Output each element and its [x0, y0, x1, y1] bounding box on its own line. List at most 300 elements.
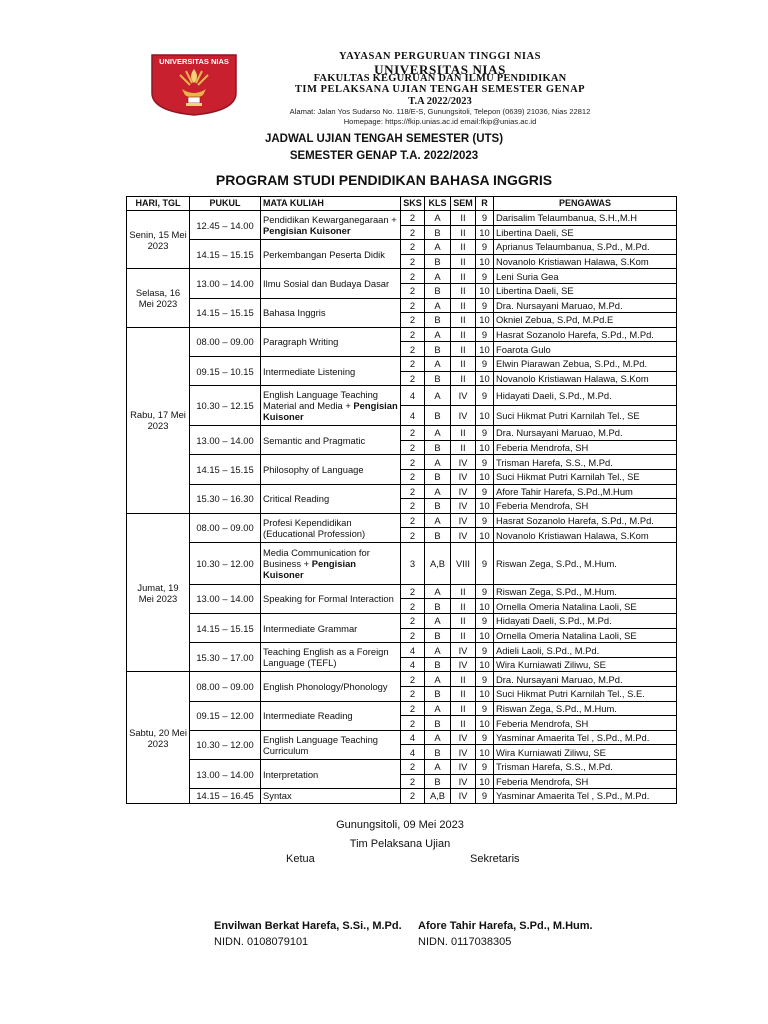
- room-cell: 10: [476, 342, 494, 357]
- class-cell: B: [425, 406, 451, 426]
- committee-name: TIM PELAKSANA UJIAN TENGAH SEMESTER GENAP: [294, 84, 586, 95]
- course-cell: [261, 614, 401, 643]
- secretary-nidn: NIDN. 0117038305: [418, 936, 512, 948]
- time-cell: 09.15 – 12.00: [190, 701, 261, 730]
- time-cell: 13.00 – 14.00: [190, 760, 261, 789]
- semester-cell: IV: [451, 657, 476, 672]
- day-cell: Selasa, 16 Mei 2023: [127, 269, 190, 327]
- credits-cell: 4: [401, 730, 425, 745]
- table-row: [127, 240, 677, 255]
- time-cell: 08.00 – 09.00: [190, 327, 261, 356]
- room-cell: 9: [476, 542, 494, 584]
- room-cell: 9: [476, 298, 494, 313]
- credits-cell: 2: [401, 426, 425, 441]
- class-cell: B: [425, 371, 451, 386]
- course-cell: [261, 386, 401, 426]
- semester-cell: II: [451, 584, 476, 599]
- class-cell: B: [425, 687, 451, 702]
- table-row: [127, 269, 677, 284]
- course-name: Ilmu Sosial dan Budaya Dasar: [263, 277, 390, 289]
- time-cell: 10.30 – 12.00: [190, 730, 261, 759]
- proctor-cell: Novanolo Kristiawan Halawa, S.Kom: [494, 371, 677, 386]
- time-cell: 15.30 – 16.30: [190, 484, 261, 513]
- class-cell: A: [425, 269, 451, 284]
- room-cell: 9: [476, 426, 494, 441]
- semester-cell: IV: [451, 455, 476, 470]
- class-cell: B: [425, 528, 451, 543]
- course-cell: [261, 455, 401, 484]
- proctor-cell: Feberia Mendrofa, SH: [494, 440, 677, 455]
- course-name: Speaking for Formal Interaction: [263, 593, 394, 605]
- credits-cell: 2: [401, 499, 425, 514]
- course-cell: [261, 760, 401, 789]
- room-cell: 10: [476, 628, 494, 643]
- table-row: [127, 730, 677, 745]
- credits-cell: 2: [401, 327, 425, 342]
- credits-cell: 2: [401, 269, 425, 284]
- semester-cell: II: [451, 225, 476, 240]
- proctor-cell: Okniel Zebua, S.Pd, M.Pd.E: [494, 313, 677, 328]
- semester-cell: IV: [451, 789, 476, 804]
- course-cell: [261, 584, 401, 613]
- secretary-name: Afore Tahir Harefa, S.Pd., M.Hum.: [418, 920, 593, 932]
- course-name: Perkembangan Peserta Didik: [263, 248, 385, 260]
- table-row: [127, 643, 677, 658]
- semester-cell: II: [451, 426, 476, 441]
- chair-name: Envilwan Berkat Harefa, S.Si., M.Pd.: [214, 920, 402, 932]
- table-header-row: [127, 197, 677, 211]
- class-cell: A: [425, 211, 451, 226]
- room-cell: 10: [476, 440, 494, 455]
- class-cell: B: [425, 745, 451, 760]
- course-cell: [261, 269, 401, 298]
- table-row: [127, 298, 677, 313]
- course-cell: [261, 298, 401, 327]
- semester-cell: II: [451, 672, 476, 687]
- homepage-line: Homepage: https://fkip.unias.ac.id email:fkip@unias.ac.id: [343, 117, 537, 126]
- class-cell: B: [425, 657, 451, 672]
- credits-cell: 2: [401, 211, 425, 226]
- proctor-cell: Novanolo Kristiawan Halawa, S.Kom: [494, 254, 677, 269]
- class-cell: B: [425, 283, 451, 298]
- credits-cell: 4: [401, 386, 425, 406]
- proctor-cell: Hidayati Daeli, S.Pd., M.Pd.: [494, 386, 677, 406]
- semester-cell: IV: [451, 528, 476, 543]
- chair-label: Ketua: [286, 853, 315, 865]
- proctor-cell: Feberia Mendrofa, SH: [494, 774, 677, 789]
- course-name: Syntax: [263, 790, 292, 802]
- header-room: R: [476, 197, 494, 211]
- semester-cell: II: [451, 716, 476, 731]
- schedule-title: JADWAL UJIAN TENGAH SEMESTER (UTS): [264, 133, 504, 145]
- room-cell: 10: [476, 528, 494, 543]
- semester-cell: II: [451, 327, 476, 342]
- semester-title: SEMESTER GENAP T.A. 2022/2023: [289, 150, 479, 162]
- proctor-cell: Riswan Zega, S.Pd., M.Hum.: [494, 584, 677, 599]
- semester-cell: II: [451, 440, 476, 455]
- course-name: Teaching English as a Foreign Language (TEFL): [263, 646, 389, 669]
- semester-cell: IV: [451, 745, 476, 760]
- course-name: Bahasa Inggris: [263, 307, 326, 319]
- room-cell: 10: [476, 657, 494, 672]
- course-cell: [261, 211, 401, 240]
- course-name: Intermediate Listening: [263, 365, 356, 377]
- header-time: PUKUL: [190, 197, 261, 211]
- course-cell: [261, 730, 401, 759]
- course-name: Paragraph Writing: [263, 336, 339, 348]
- credits-cell: 2: [401, 240, 425, 255]
- credits-cell: 3: [401, 542, 425, 584]
- questionnaire-note: Pengisian Kuisoner: [263, 400, 398, 423]
- table-row: [127, 584, 677, 599]
- proctor-cell: Yasminar Amaerita Tel , S.Pd., M.Pd.: [494, 730, 677, 745]
- proctor-cell: Leni Suria Gea: [494, 269, 677, 284]
- course-cell: [261, 672, 401, 701]
- table-row: [127, 386, 677, 406]
- semester-cell: II: [451, 356, 476, 371]
- class-cell: B: [425, 469, 451, 484]
- proctor-cell: Hidayati Daeli, S.Pd., M.Pd.: [494, 614, 677, 629]
- proctor-cell: Darisalim Telaumbanua, S.H.,M.H: [494, 211, 677, 226]
- credits-cell: 2: [401, 283, 425, 298]
- room-cell: 9: [476, 672, 494, 687]
- course-name: Intermediate Grammar: [263, 622, 358, 634]
- course-cell: [261, 513, 401, 542]
- table-row: [127, 701, 677, 716]
- course-cell: [261, 542, 401, 584]
- proctor-cell: Foarota Gulo: [494, 342, 677, 357]
- course-name: Critical Reading: [263, 493, 330, 505]
- class-cell: B: [425, 716, 451, 731]
- course-cell: [261, 643, 401, 672]
- proctor-cell: Novanolo Kristiawan Halawa, S.Kom: [494, 528, 677, 543]
- room-cell: 10: [476, 313, 494, 328]
- class-cell: A: [425, 327, 451, 342]
- credits-cell: 2: [401, 298, 425, 313]
- semester-cell: II: [451, 342, 476, 357]
- credits-cell: 2: [401, 254, 425, 269]
- time-cell: 14.15 – 15.15: [190, 614, 261, 643]
- secretary-label: Sekretaris: [470, 853, 520, 865]
- header-class: KLS: [425, 197, 451, 211]
- faculty-name: FAKULTAS KEGURUAN DAN ILMU PENDIDIKAN: [313, 73, 567, 84]
- class-cell: B: [425, 628, 451, 643]
- class-cell: A: [425, 643, 451, 658]
- semester-cell: IV: [451, 484, 476, 499]
- class-cell: B: [425, 342, 451, 357]
- course-name: Philosophy of Language: [263, 463, 364, 475]
- semester-cell: II: [451, 240, 476, 255]
- semester-cell: IV: [451, 760, 476, 775]
- semester-cell: VIII: [451, 542, 476, 584]
- proctor-cell: Hasrat Sozanolo Harefa, S.Pd., M.Pd.: [494, 513, 677, 528]
- proctor-cell: Dra. Nursayani Maruao, M.Pd.: [494, 672, 677, 687]
- credits-cell: 2: [401, 371, 425, 386]
- class-cell: B: [425, 774, 451, 789]
- class-cell: A: [425, 298, 451, 313]
- semester-cell: II: [451, 211, 476, 226]
- class-cell: B: [425, 225, 451, 240]
- room-cell: 10: [476, 406, 494, 426]
- class-cell: A: [425, 672, 451, 687]
- class-cell: B: [425, 599, 451, 614]
- academic-year: T.A 2022/2023: [408, 96, 472, 107]
- class-cell: A: [425, 455, 451, 470]
- course-name: Media Communication for Business +: [263, 546, 370, 569]
- day-cell: Rabu, 17 Mei 2023: [127, 327, 190, 513]
- proctor-cell: Trisman Harefa, S.S., M.Pd.: [494, 455, 677, 470]
- semester-cell: IV: [451, 406, 476, 426]
- place-date: Gunungsitoli, 09 Mei 2023: [336, 819, 464, 831]
- room-cell: 9: [476, 240, 494, 255]
- credits-cell: 2: [401, 513, 425, 528]
- course-name: English Phonology/Phonology: [263, 681, 388, 693]
- proctor-cell: Dra. Nursayani Maruao, M.Pd.: [494, 298, 677, 313]
- semester-cell: II: [451, 298, 476, 313]
- table-row: [127, 760, 677, 775]
- class-cell: A: [425, 760, 451, 775]
- semester-cell: II: [451, 599, 476, 614]
- class-cell: B: [425, 499, 451, 514]
- course-cell: [261, 356, 401, 385]
- course-cell: [261, 484, 401, 513]
- credits-cell: 4: [401, 643, 425, 658]
- proctor-cell: Adieli Laoli, S.Pd., M.Pd.: [494, 643, 677, 658]
- class-cell: A: [425, 513, 451, 528]
- class-cell: A: [425, 730, 451, 745]
- class-cell: A,B: [425, 789, 451, 804]
- table-row: [127, 327, 677, 342]
- course-cell: [261, 327, 401, 356]
- header-day: HARI, TGL: [127, 197, 190, 211]
- semester-cell: II: [451, 254, 476, 269]
- time-cell: 13.00 – 14.00: [190, 584, 261, 613]
- questionnaire-note: Pengisian Kuisoner: [263, 557, 357, 580]
- course-name: Pendidikan Kewarganegaraan +: [263, 214, 397, 226]
- semester-cell: II: [451, 687, 476, 702]
- room-cell: 10: [476, 774, 494, 789]
- class-cell: A: [425, 584, 451, 599]
- day-cell: Jumat, 19 Mei 2023: [127, 513, 190, 672]
- proctor-cell: Hasrat Sozanolo Harefa, S.Pd., M.Pd.: [494, 327, 677, 342]
- proctor-cell: Feberia Mendrofa, SH: [494, 716, 677, 731]
- time-cell: 13.00 – 14.00: [190, 426, 261, 455]
- proctor-cell: Dra. Nursayani Maruao, M.Pd.: [494, 426, 677, 441]
- credits-cell: 2: [401, 760, 425, 775]
- credits-cell: 4: [401, 745, 425, 760]
- time-cell: 14.15 – 16.45: [190, 789, 261, 804]
- semester-cell: II: [451, 371, 476, 386]
- time-cell: 14.15 – 15.15: [190, 455, 261, 484]
- semester-cell: IV: [451, 469, 476, 484]
- semester-cell: II: [451, 614, 476, 629]
- proctor-cell: Libertina Daeli, SE: [494, 225, 677, 240]
- room-cell: 10: [476, 254, 494, 269]
- credits-cell: 2: [401, 469, 425, 484]
- credits-cell: 2: [401, 614, 425, 629]
- class-cell: B: [425, 254, 451, 269]
- time-cell: 12.45 – 14.00: [190, 211, 261, 240]
- table-row: [127, 211, 677, 226]
- room-cell: 9: [476, 386, 494, 406]
- semester-cell: II: [451, 283, 476, 298]
- university-logo: [150, 53, 238, 117]
- course-name: Intermediate Reading: [263, 710, 353, 722]
- room-cell: 9: [476, 614, 494, 629]
- credits-cell: 2: [401, 356, 425, 371]
- room-cell: 9: [476, 789, 494, 804]
- time-cell: 14.15 – 15.15: [190, 240, 261, 269]
- proctor-cell: Libertina Daeli, SE: [494, 283, 677, 298]
- room-cell: 9: [476, 484, 494, 499]
- foundation-name: YAYASAN PERGURUAN TINGGI NIAS: [339, 51, 541, 62]
- header-proctor: PENGAWAS: [494, 197, 677, 211]
- room-cell: 10: [476, 469, 494, 484]
- course-cell: [261, 789, 401, 804]
- committee-label: Tim Pelaksana Ujian: [349, 838, 451, 850]
- semester-cell: IV: [451, 386, 476, 406]
- room-cell: 9: [476, 584, 494, 599]
- questionnaire-note: Pengisian Kuisoner: [263, 225, 351, 237]
- room-cell: 10: [476, 745, 494, 760]
- header-credits: SKS: [401, 197, 425, 211]
- room-cell: 10: [476, 687, 494, 702]
- time-cell: 09.15 – 10.15: [190, 356, 261, 385]
- course-cell: [261, 701, 401, 730]
- room-cell: 9: [476, 643, 494, 658]
- credits-cell: 4: [401, 657, 425, 672]
- day-cell: Senin, 15 Mei 2023: [127, 211, 190, 269]
- time-cell: 10.30 – 12.00: [190, 542, 261, 584]
- credits-cell: 2: [401, 599, 425, 614]
- room-cell: 9: [476, 455, 494, 470]
- room-cell: 9: [476, 327, 494, 342]
- credits-cell: 2: [401, 455, 425, 470]
- credits-cell: 2: [401, 628, 425, 643]
- time-cell: 13.00 – 14.00: [190, 269, 261, 298]
- room-cell: 9: [476, 760, 494, 775]
- credits-cell: 2: [401, 440, 425, 455]
- semester-cell: IV: [451, 513, 476, 528]
- exam-schedule-table: [126, 196, 677, 804]
- semester-cell: II: [451, 313, 476, 328]
- table-row: [127, 789, 677, 804]
- room-cell: 9: [476, 356, 494, 371]
- header-course: MATA KULIAH: [261, 197, 401, 211]
- room-cell: 10: [476, 716, 494, 731]
- time-cell: 10.30 – 12.15: [190, 386, 261, 426]
- time-cell: 08.00 – 09.00: [190, 672, 261, 701]
- credits-cell: 4: [401, 406, 425, 426]
- day-cell: Sabtu, 20 Mei 2023: [127, 672, 190, 803]
- class-cell: A: [425, 356, 451, 371]
- room-cell: 9: [476, 269, 494, 284]
- proctor-cell: Trisman Harefa, S.S., M.Pd.: [494, 760, 677, 775]
- class-cell: A: [425, 614, 451, 629]
- class-cell: A: [425, 240, 451, 255]
- credits-cell: 2: [401, 774, 425, 789]
- room-cell: 10: [476, 283, 494, 298]
- proctor-cell: Yasminar Amaerita Tel , S.Pd., M.Pd.: [494, 789, 677, 804]
- header-semester: SEM: [451, 197, 476, 211]
- table-row: [127, 356, 677, 371]
- semester-cell: IV: [451, 774, 476, 789]
- proctor-cell: Feberia Mendrofa, SH: [494, 499, 677, 514]
- table-row: [127, 614, 677, 629]
- proctor-cell: Afore Tahir Harefa, S.Pd.,M.Hum: [494, 484, 677, 499]
- time-cell: 08.00 – 09.00: [190, 513, 261, 542]
- table-row: [127, 672, 677, 687]
- proctor-cell: Wira Kurniawati Ziliwu, SE: [494, 745, 677, 760]
- table-row: [127, 455, 677, 470]
- room-cell: 9: [476, 701, 494, 716]
- course-name: Semantic and Pragmatic: [263, 434, 366, 446]
- class-cell: B: [425, 440, 451, 455]
- address-line: Alamat: Jalan Yos Sudarso No. 118/E-S, Gunungsitoli, Telepon (0639) 21036, Nias 22812: [289, 107, 591, 116]
- credits-cell: 2: [401, 484, 425, 499]
- course-name: English Language Teaching Material and Media +: [263, 389, 379, 412]
- proctor-cell: Suci Hikmat Putri Karnilah Tel., S.E.: [494, 687, 677, 702]
- room-cell: 9: [476, 211, 494, 226]
- proctor-cell: Elwin Piarawan Zebua, S.Pd., M.Pd.: [494, 356, 677, 371]
- semester-cell: IV: [451, 499, 476, 514]
- room-cell: 10: [476, 499, 494, 514]
- room-cell: 10: [476, 371, 494, 386]
- course-name: English Language Teaching Curriculum: [263, 733, 379, 756]
- semester-cell: II: [451, 701, 476, 716]
- room-cell: 10: [476, 225, 494, 240]
- room-cell: 10: [476, 599, 494, 614]
- proctor-cell: Riswan Zega, S.Pd., M.Hum.: [494, 701, 677, 716]
- table-row: [127, 513, 677, 528]
- credits-cell: 2: [401, 528, 425, 543]
- program-title: PROGRAM STUDI PENDIDIKAN BAHASA INGGRIS: [215, 172, 553, 188]
- credits-cell: 2: [401, 584, 425, 599]
- credits-cell: 2: [401, 716, 425, 731]
- proctor-cell: Suci Hikmat Putri Karnilah Tel., SE: [494, 406, 677, 426]
- class-cell: A,B: [425, 542, 451, 584]
- class-cell: B: [425, 313, 451, 328]
- room-cell: 9: [476, 513, 494, 528]
- time-cell: 14.15 – 15.15: [190, 298, 261, 327]
- proctor-cell: Suci Hikmat Putri Karnilah Tel., SE: [494, 469, 677, 484]
- credits-cell: 2: [401, 701, 425, 716]
- credits-cell: 2: [401, 225, 425, 240]
- room-cell: 9: [476, 730, 494, 745]
- class-cell: A: [425, 484, 451, 499]
- proctor-cell: Wira Kurniawati Ziliwu, SE: [494, 657, 677, 672]
- class-cell: A: [425, 426, 451, 441]
- course-name: Interpretation: [263, 768, 319, 780]
- credits-cell: 2: [401, 687, 425, 702]
- class-cell: A: [425, 701, 451, 716]
- proctor-cell: Riswan Zega, S.Pd., M.Hum.: [494, 542, 677, 584]
- proctor-cell: Ornella Omeria Natalina Laoli, SE: [494, 599, 677, 614]
- credits-cell: 2: [401, 789, 425, 804]
- table-row: [127, 484, 677, 499]
- semester-cell: IV: [451, 643, 476, 658]
- semester-cell: IV: [451, 730, 476, 745]
- semester-cell: II: [451, 628, 476, 643]
- time-cell: 15.30 – 17.00: [190, 643, 261, 672]
- credits-cell: 2: [401, 672, 425, 687]
- table-row: [127, 542, 677, 584]
- chair-nidn: NIDN. 0108079101: [214, 936, 309, 948]
- course-cell: [261, 426, 401, 455]
- proctor-cell: Aprianus Telaumbanua, S.Pd., M.Pd.: [494, 240, 677, 255]
- course-cell: [261, 240, 401, 269]
- logo-text: UNIVERSITAS NIAS: [159, 57, 229, 66]
